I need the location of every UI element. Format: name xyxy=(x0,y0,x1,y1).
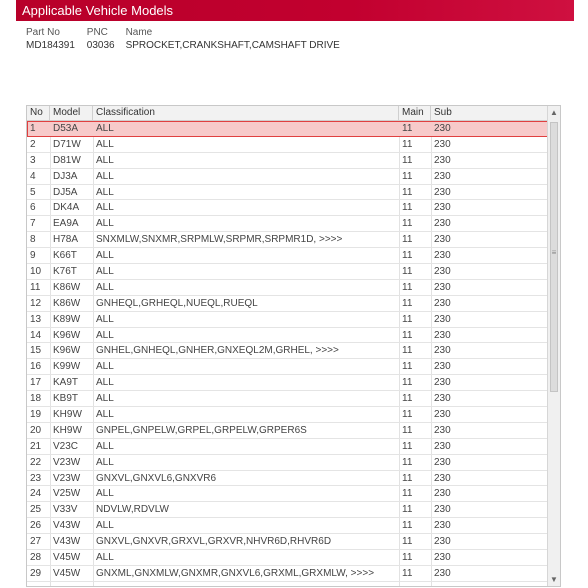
cell-sub: 230 xyxy=(434,536,451,548)
cell-no: 29 xyxy=(30,567,42,579)
column-header-no[interactable]: No xyxy=(27,106,50,120)
cell-classification: ALL xyxy=(96,138,114,150)
scroll-up-icon[interactable]: ▲ xyxy=(550,108,558,117)
part-no-header: Part No xyxy=(26,27,60,38)
table-row[interactable] xyxy=(27,121,548,137)
cell-no: 25 xyxy=(30,504,42,516)
cell-no: 11 xyxy=(30,281,41,293)
cell-model: D81W xyxy=(53,154,81,166)
cell-no: 4 xyxy=(30,170,36,182)
cell-classification: ALL xyxy=(96,154,114,166)
cell-no: 2 xyxy=(30,138,36,150)
cell-model: H78A xyxy=(53,234,79,246)
cell-classification: ALL xyxy=(96,361,114,373)
cell-classification: ALL xyxy=(96,456,114,468)
cell-no: 8 xyxy=(30,234,36,246)
cell-model: V45W xyxy=(53,552,81,564)
window-title-bar xyxy=(16,0,574,21)
cell-classification: ALL xyxy=(96,440,114,452)
cell-main: 11 xyxy=(402,440,413,452)
cell-main: 11 xyxy=(402,488,413,500)
cell-classification: ALL xyxy=(96,488,114,500)
cell-no: 16 xyxy=(30,361,42,373)
cell-main: 11 xyxy=(402,552,413,564)
table-header xyxy=(27,106,548,121)
table-row[interactable] xyxy=(27,153,548,169)
column-header-sub[interactable]: Sub xyxy=(431,106,548,120)
cell-classification: GNXVL,GNXVR,GRXVL,GRXVR,NHVR6D,RHVR6D xyxy=(96,536,332,548)
cell-classification: ALL xyxy=(96,313,114,325)
cell-no: 3 xyxy=(30,154,36,166)
table-row[interactable] xyxy=(27,200,548,216)
cell-classification: GNHEQL,GRHEQL,NUEQL,RUEQL xyxy=(96,297,258,309)
cell-model: K89W xyxy=(53,313,81,325)
cell-model: D71W xyxy=(53,138,81,150)
table-row[interactable] xyxy=(27,566,548,582)
cell-sub: 230 xyxy=(434,377,451,389)
cell-no: 1 xyxy=(30,123,36,134)
cell-no: 6 xyxy=(30,202,36,214)
cell-no: 23 xyxy=(30,472,42,484)
cell-main: 11 xyxy=(402,345,413,357)
table-row[interactable] xyxy=(27,375,548,391)
cell-sub: 230 xyxy=(434,329,451,341)
cell-classification: ALL xyxy=(96,266,114,278)
cell-model: K86W xyxy=(53,281,81,293)
cell-model: V23C xyxy=(53,440,79,452)
cell-no: 9 xyxy=(30,250,36,262)
cell-no: 20 xyxy=(30,424,42,436)
cell-model: V43W xyxy=(53,520,81,532)
cell-no: 7 xyxy=(30,218,36,230)
table-row[interactable] xyxy=(27,328,548,344)
cell-model: K66T xyxy=(53,250,77,262)
scrollbar-thumb[interactable] xyxy=(550,122,558,392)
scroll-down-icon[interactable]: ▼ xyxy=(550,575,558,584)
cell-classification: ALL xyxy=(96,409,114,421)
table-row[interactable] xyxy=(27,391,548,407)
column-header-main[interactable]: Main xyxy=(399,106,431,120)
cell-main: 11 xyxy=(402,234,413,246)
cell-sub: 230 xyxy=(434,409,451,421)
cell-model: V45W xyxy=(53,567,81,579)
cell-sub: 230 xyxy=(434,424,451,436)
cell-no: 17 xyxy=(30,377,42,389)
cell-classification: ALL xyxy=(96,393,114,405)
cell-sub: 230 xyxy=(434,393,451,405)
cell-classification: ALL xyxy=(96,329,114,341)
table-row[interactable] xyxy=(27,312,548,328)
cell-classification: ALL xyxy=(96,123,114,134)
cell-sub: 230 xyxy=(434,520,451,532)
cell-classification: GNHEL,GNHEQL,GNHER,GNXEQL2M,GRHEL, >>>> xyxy=(96,345,339,357)
table-row[interactable] xyxy=(27,486,548,502)
cell-main: 11 xyxy=(402,393,413,405)
cell-sub: 230 xyxy=(434,440,451,452)
table-row[interactable] xyxy=(27,550,548,566)
cell-main: 11 xyxy=(402,536,413,548)
cell-main: 11 xyxy=(402,138,413,150)
cell-model: K99W xyxy=(53,361,81,373)
cell-sub: 230 xyxy=(434,361,451,373)
cell-sub: 230 xyxy=(434,552,451,564)
table-row[interactable] xyxy=(27,407,548,423)
part-no-value: MD184391 xyxy=(26,40,75,51)
cell-main: 11 xyxy=(402,170,413,182)
cell-classification: ALL xyxy=(96,250,114,262)
cell-model: D53A xyxy=(53,123,79,134)
table-row[interactable] xyxy=(27,264,548,280)
cell-main: 11 xyxy=(402,266,413,278)
cell-classification: ALL xyxy=(96,218,114,230)
cell-model: K96W xyxy=(53,329,81,341)
cell-model: EA9A xyxy=(53,218,79,230)
cell-model: V43W xyxy=(53,536,81,548)
cell-model: V25W xyxy=(53,488,81,500)
cell-model: DJ5A xyxy=(53,186,78,198)
cell-sub: 230 xyxy=(434,281,451,293)
cell-classification: ALL xyxy=(96,552,114,564)
cell-sub: 230 xyxy=(434,234,451,246)
cell-classification: ALL xyxy=(96,202,114,214)
cell-sub: 230 xyxy=(434,266,451,278)
cell-main: 11 xyxy=(402,123,413,134)
cell-main: 11 xyxy=(402,154,413,166)
cell-model: K96W xyxy=(53,345,81,357)
cell-classification: ALL xyxy=(96,377,114,389)
cell-main: 11 xyxy=(402,218,413,230)
cell-classification: ALL xyxy=(96,186,114,198)
part-info-panel xyxy=(26,26,571,96)
cell-main: 11 xyxy=(402,361,413,373)
cell-no: 21 xyxy=(30,440,42,452)
cell-model: K86W xyxy=(53,297,81,309)
cell-sub: 230 xyxy=(434,472,451,484)
cell-no: 14 xyxy=(30,329,42,341)
cell-sub: 230 xyxy=(434,186,451,198)
cell-main: 11 xyxy=(402,250,413,262)
column-header-model[interactable]: Model xyxy=(50,106,93,120)
table-row[interactable] xyxy=(27,296,548,312)
cell-sub: 230 xyxy=(434,297,451,309)
cell-no: 13 xyxy=(30,313,42,325)
cell-no: 26 xyxy=(30,520,42,532)
cell-sub: 230 xyxy=(434,202,451,214)
cell-model: KA9T xyxy=(53,377,79,389)
cell-classification: NDVLW,RDVLW xyxy=(96,504,169,516)
cell-no: 28 xyxy=(30,552,42,564)
cell-model: DK4A xyxy=(53,202,80,214)
table-row[interactable] xyxy=(27,137,548,153)
cell-no: 12 xyxy=(30,297,42,309)
table-row[interactable] xyxy=(27,185,548,201)
cell-no: 24 xyxy=(30,488,42,500)
cell-sub: 230 xyxy=(434,345,451,357)
cell-no: 5 xyxy=(30,186,36,198)
cell-sub: 230 xyxy=(434,218,451,230)
scrollbar-grip-icon: ≡ xyxy=(551,248,557,257)
table-row[interactable] xyxy=(27,280,548,296)
cell-no: 22 xyxy=(30,456,42,468)
table-row[interactable] xyxy=(27,439,548,455)
vertical-scrollbar[interactable] xyxy=(547,106,560,586)
pnc-value: 03036 xyxy=(86,40,115,51)
cell-model: KH9W xyxy=(53,424,82,436)
column-header-classification[interactable]: Classification xyxy=(93,106,399,120)
table-row[interactable] xyxy=(27,502,548,518)
cell-model: K76T xyxy=(53,266,77,278)
cell-sub: 230 xyxy=(434,504,451,516)
cell-main: 11 xyxy=(402,281,413,293)
part-name-value: SPROCKET,CRANKSHAFT,CAMSHAFT DRIVE xyxy=(125,40,340,51)
table-row[interactable] xyxy=(27,248,548,264)
cell-no: 27 xyxy=(30,536,42,548)
cell-sub: 230 xyxy=(434,123,451,134)
cell-classification: SNXMLW,SNXMR,SRPMLW,SRPMR,SRPMR1D, >>>> xyxy=(96,234,343,246)
table-row[interactable] xyxy=(27,455,548,471)
table-body xyxy=(27,121,548,582)
cell-main: 11 xyxy=(402,472,413,484)
pnc-header: PNC xyxy=(86,27,108,38)
cell-no: 18 xyxy=(30,393,42,405)
table-row[interactable] xyxy=(27,534,548,550)
name-header: Name xyxy=(125,27,153,38)
table-row[interactable] xyxy=(27,518,548,534)
vehicle-models-table xyxy=(26,105,561,587)
table-row[interactable] xyxy=(27,343,548,359)
cell-classification: GNPEL,GNPELW,GRPEL,GRPELW,GRPER6S xyxy=(96,424,307,436)
cell-classification: GNXVL,GNXVL6,GNXVR6 xyxy=(96,472,217,484)
cell-main: 11 xyxy=(402,567,413,579)
cell-main: 11 xyxy=(402,409,413,421)
cell-model: KH9W xyxy=(53,409,82,421)
cell-main: 11 xyxy=(402,329,413,341)
cell-model: DJ3A xyxy=(53,170,78,182)
cell-model: KB9T xyxy=(53,393,79,405)
cell-sub: 230 xyxy=(434,170,451,182)
table-row[interactable] xyxy=(27,232,548,248)
window-title: Applicable Vehicle Models xyxy=(22,3,174,18)
cell-no: 10 xyxy=(30,266,42,278)
cell-sub: 230 xyxy=(434,567,451,579)
cell-model: V33V xyxy=(53,504,78,516)
cell-model: V23W xyxy=(53,472,81,484)
cell-no: 19 xyxy=(30,409,42,421)
cell-main: 11 xyxy=(402,424,413,436)
cell-main: 11 xyxy=(402,520,413,532)
cell-main: 11 xyxy=(402,504,413,516)
cell-sub: 230 xyxy=(434,456,451,468)
cell-main: 11 xyxy=(402,313,413,325)
cell-sub: 230 xyxy=(434,488,451,500)
table-row[interactable] xyxy=(27,471,548,487)
table-row[interactable] xyxy=(27,216,548,232)
cell-classification: GNXML,GNXMLW,GNXMR,GNXVL6,GRXML,GRXMLW, >>>> xyxy=(96,567,375,579)
cell-main: 11 xyxy=(402,456,413,468)
cell-main: 11 xyxy=(402,186,413,198)
cell-classification: ALL xyxy=(96,170,114,182)
cell-sub: 230 xyxy=(434,138,451,150)
table-row[interactable] xyxy=(27,359,548,375)
cell-sub: 230 xyxy=(434,250,451,262)
cell-model: V23W xyxy=(53,456,81,468)
cell-main: 11 xyxy=(402,377,413,389)
cell-sub: 230 xyxy=(434,154,451,166)
cell-main: 11 xyxy=(402,202,413,214)
cell-main: 11 xyxy=(402,297,413,309)
cell-no: 15 xyxy=(30,345,42,357)
table-row[interactable] xyxy=(27,423,548,439)
cell-classification: ALL xyxy=(96,281,114,293)
cell-sub: 230 xyxy=(434,313,451,325)
table-row[interactable] xyxy=(27,169,548,185)
cell-classification: ALL xyxy=(96,520,114,532)
